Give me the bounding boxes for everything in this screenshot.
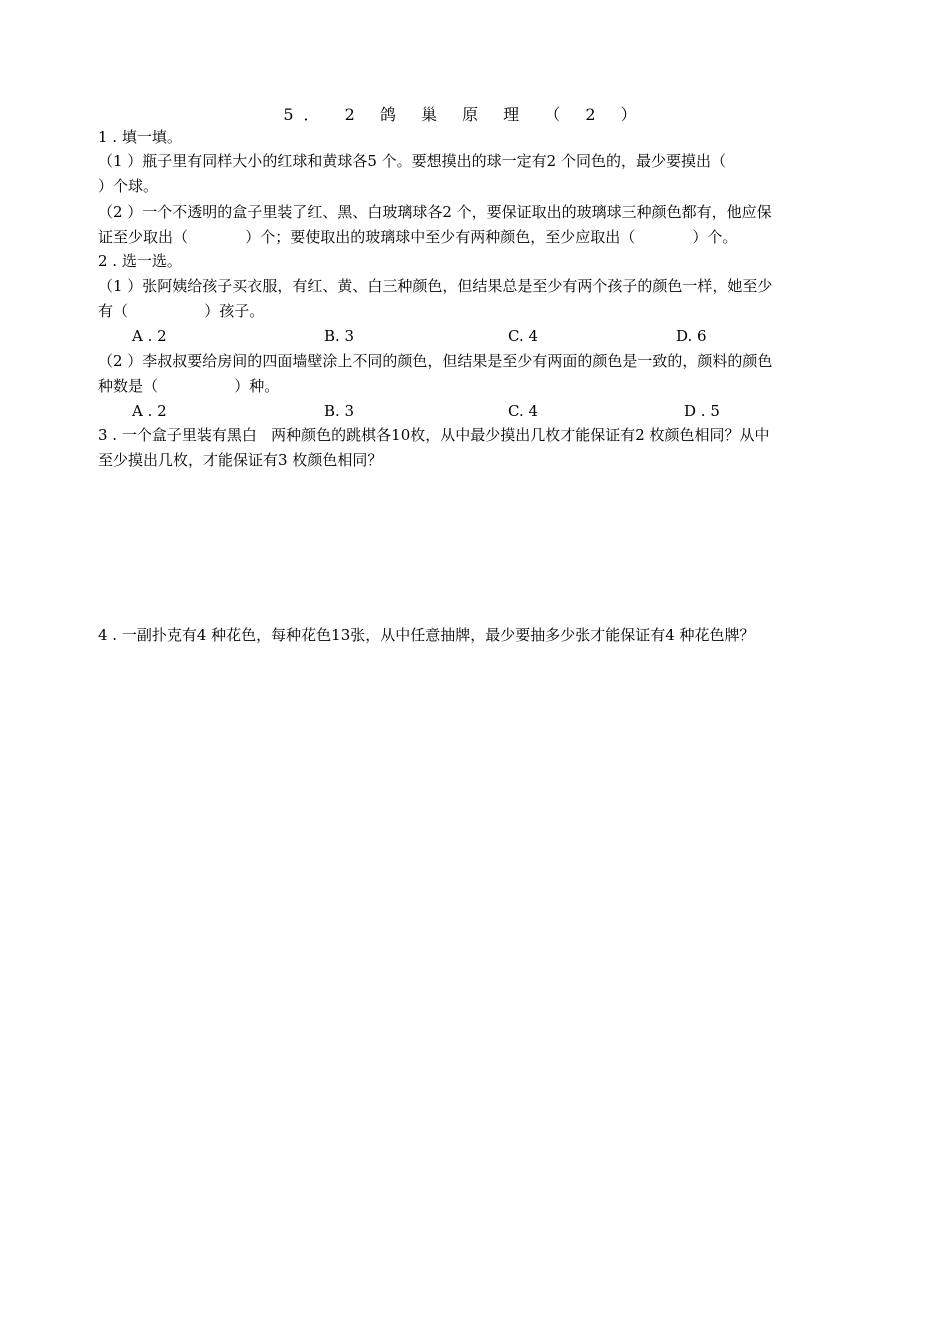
q1-part1-line1: （1 ）瓶子里有同样大小的红球和黄球各5 个。要想摸出的球一定有2 个同色的，最少要摸出（ [98,152,726,170]
option-c: C. 4 [508,327,539,345]
q3-line2: 至少摸出几枚，才能保证有3 枚颜色相同？ [98,451,383,469]
option-d: D. 6 [676,327,707,345]
option-b: B. 3 [324,327,355,345]
page-title: 5． 2 鸽 巢 原 理 （ 2 ） [283,105,647,124]
q2-part2-line2: 种数是（ ）种。 [98,377,280,395]
q2-part1-line1: （1 ）张阿姨给孩子买衣服，有红、黄、白三种颜色，但结果总是至少有两个孩子的颜色一样，她至少 [98,277,773,295]
q1-part2-line2: 证至少取出（ ）个；要使取出的玻璃球中至少有两种颜色，至少应取出（ ）个。 [98,228,738,246]
q2-part1-line2: 有（ ）孩子。 [98,302,265,320]
q2-part1-options [132,325,772,347]
q4-line1: 4 . 一副扑克有4 种花色，每种花色13张，从中任意抽牌，最少要抽多少张才能保证有4 种花色牌？ [98,626,755,644]
q1-part1-line2: ）个球。 [98,177,159,195]
q2-part2-line1: （2 ）李叔叔要给房间的四面墙壁涂上不同的颜色，但结果是至少有两面的颜色是一致的，颜料的颜色 [98,352,773,370]
q2-part2-options [132,400,772,422]
option-b: B. 3 [324,402,355,420]
option-d: D . 5 [684,402,720,420]
option-a: A . 2 [132,327,167,345]
q1-part2-line1: （2 ）一个不透明的盒子里装了红、黑、白玻璃球各2 个，要保证取出的玻璃球三种颜色都有，他应保 [98,203,772,221]
option-a: A . 2 [132,402,167,420]
q2-heading: 2 . 选一选。 [98,252,182,270]
q3-line1: 3 . 一个盒子里装有黑白 两种颜色的跳棋各10枚，从中最少摸出几枚才能保证有2 枚颜色相同？从中 [98,426,770,444]
option-c: C. 4 [508,402,539,420]
q1-heading: 1 . 填一填。 [98,128,182,146]
